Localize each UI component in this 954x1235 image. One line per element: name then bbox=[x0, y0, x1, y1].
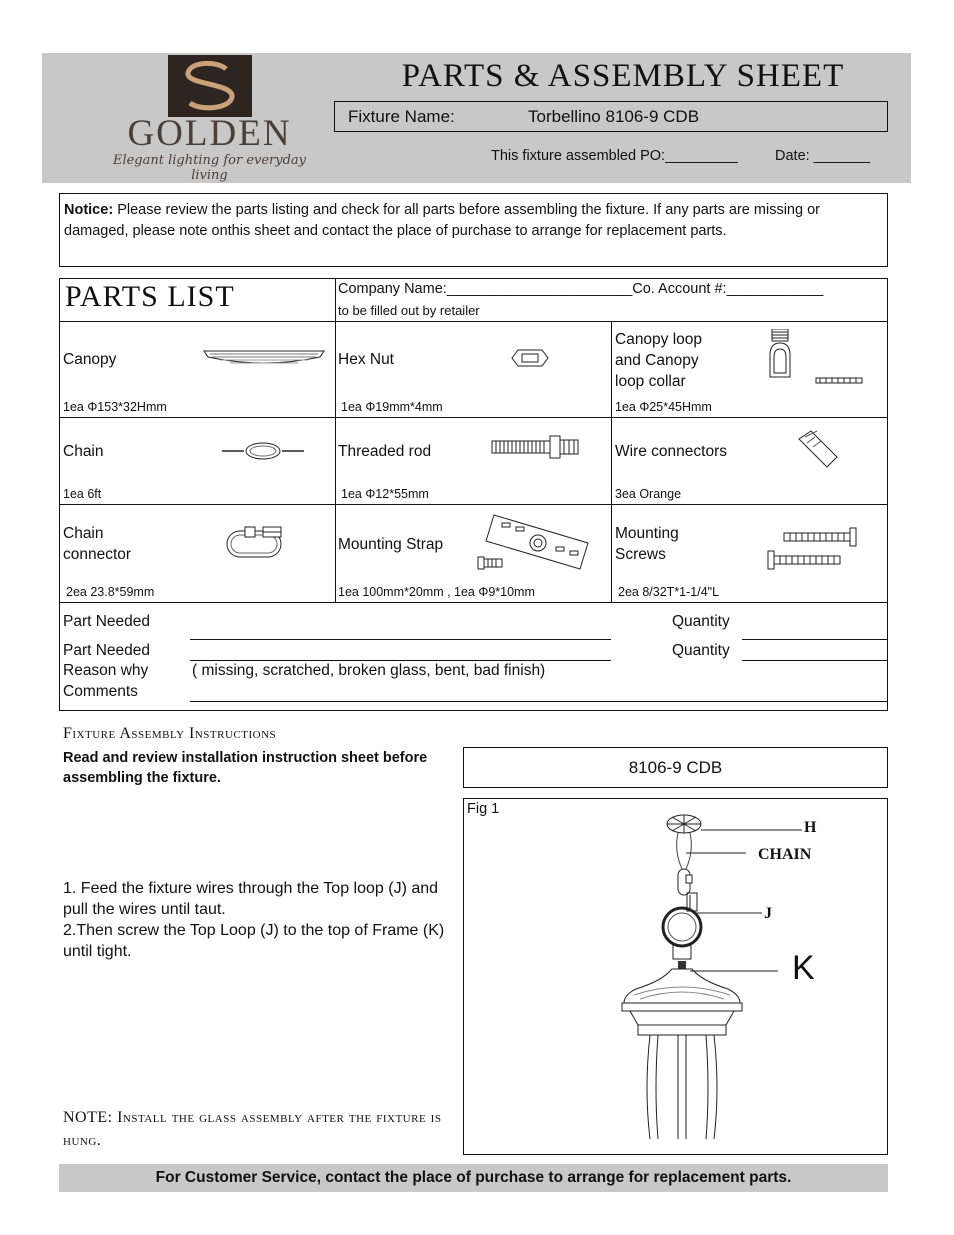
comments-label: Comments bbox=[63, 683, 138, 700]
label-h: H bbox=[804, 819, 817, 836]
part-spec-wire-connectors: 3ea Orange bbox=[615, 487, 682, 501]
comments-line[interactable] bbox=[190, 701, 887, 702]
label-k: K bbox=[792, 949, 815, 987]
part-name-chain: Chain bbox=[63, 443, 104, 460]
part-spec-mounting-screws: 2ea 8/32T*1-1/4"L bbox=[618, 585, 720, 599]
quantity-line-1[interactable] bbox=[742, 639, 887, 640]
quantity-label-2: Quantity bbox=[672, 642, 730, 659]
part-name-mounting-strap: Mounting Strap bbox=[338, 536, 444, 553]
part-needed-label-1: Part Needed bbox=[63, 613, 151, 630]
customer-service-footer: For Customer Service, contact the place of purchase to arrange for replacement parts. bbox=[59, 1164, 888, 1192]
parts-list-table bbox=[59, 278, 888, 711]
canopy-icon bbox=[200, 347, 328, 374]
chain-icon bbox=[220, 439, 306, 468]
mounting-strap-icon bbox=[476, 513, 592, 580]
notice-text: Please review the parts listing and check for all parts before assembling the fixture. If any parts are missing or damaged, please note onthis sheet and contact the place of purchase to arrange for replacement parts. bbox=[64, 202, 820, 239]
reason-options: ( missing, scratched, broken glass, bent, bad finish) bbox=[192, 662, 546, 679]
sheet-title: PARTS & ASSEMBLY SHEET bbox=[401, 58, 845, 94]
canopy-loop-icon bbox=[766, 329, 866, 398]
wire-connector-icon bbox=[795, 429, 841, 476]
chain-connector-icon bbox=[225, 525, 287, 566]
label-chain: CHAIN bbox=[758, 846, 812, 863]
logo-wordmark: GOLDEN bbox=[127, 113, 292, 154]
threaded-rod-icon bbox=[490, 433, 582, 468]
part-name-canopy-loop: Canopy loop and Canopy loop collar bbox=[615, 331, 703, 390]
part-spec-canopy: 1ea Φ153*32Hmm bbox=[63, 400, 167, 414]
part-spec-mounting-strap: 1ea 100mm*20mm , 1ea Φ9*10mm bbox=[338, 585, 535, 599]
fixture-name-label: Fixture Name: bbox=[348, 107, 455, 126]
assembly-figure bbox=[463, 798, 888, 1155]
instructions-title: Fixture Assembly Instructions bbox=[63, 725, 277, 742]
part-name-mounting-screws: Mounting Screws bbox=[615, 525, 679, 563]
assembly-steps bbox=[63, 878, 458, 962]
part-needed-line-2[interactable] bbox=[190, 660, 611, 661]
fixture-name-field[interactable] bbox=[334, 101, 888, 132]
part-name-chain-connector: Chain connector bbox=[63, 525, 132, 563]
glass-note: NOTE: Install the glass assembly after the fixture is hung. bbox=[63, 1109, 442, 1149]
logo-mark-icon bbox=[168, 55, 252, 117]
quantity-label-1: Quantity bbox=[672, 613, 730, 630]
reason-label: Reason why bbox=[63, 662, 149, 679]
part-name-hex-nut: Hex Nut bbox=[338, 351, 394, 368]
notice-label: Notice: bbox=[64, 202, 114, 218]
part-name-wire-connectors: Wire connectors bbox=[615, 443, 727, 460]
step-2: 2.Then screw the Top Loop (J) to the top of Frame (K) until tight. bbox=[63, 922, 445, 960]
parts-list-title: PARTS LIST bbox=[65, 280, 235, 313]
fixture-name-value: Torbellino 8106-9 CDB bbox=[528, 107, 700, 126]
part-spec-chain-connector: 2ea 23.8*59mm bbox=[66, 585, 155, 599]
instructions-read-first: Read and review installation instruction sheet before assembling the fixture. bbox=[63, 750, 428, 786]
date-field[interactable]: Date: _______ bbox=[775, 148, 871, 164]
golden-logo bbox=[108, 52, 311, 183]
step-1: 1. Feed the fixture wires through the Top loop (J) and pull the wires until taut. bbox=[63, 880, 439, 918]
part-needed-line-1[interactable] bbox=[190, 639, 611, 640]
po-field[interactable]: This fixture assembled PO:_________ bbox=[491, 148, 738, 164]
part-spec-canopy-loop: 1ea Φ25*45Hmm bbox=[615, 400, 712, 414]
company-account-field[interactable]: Company Name:_______________________Co. Account #:____________ bbox=[338, 281, 824, 297]
hex-nut-icon bbox=[510, 347, 550, 374]
label-j: J bbox=[764, 905, 772, 922]
part-needed-label-2: Part Needed bbox=[63, 642, 151, 659]
logo-tagline: Elegant lighting for everyday living bbox=[112, 153, 307, 183]
figure-label: Fig 1 bbox=[467, 801, 500, 817]
part-spec-hex-nut: 1ea Φ19mm*4mm bbox=[341, 400, 443, 414]
part-name-threaded-rod: Threaded rod bbox=[338, 443, 432, 460]
retailer-note: to be filled out by retailer bbox=[338, 303, 480, 318]
notice-box bbox=[59, 193, 888, 267]
part-spec-threaded-rod: 1ea Φ12*55mm bbox=[341, 487, 429, 501]
quantity-line-2[interactable] bbox=[742, 660, 887, 661]
part-name-canopy: Canopy bbox=[63, 351, 117, 368]
fixture-diagram bbox=[464, 799, 887, 1154]
mounting-screw-icon bbox=[764, 525, 860, 576]
model-number-box: 8106-9 CDB bbox=[463, 747, 888, 788]
part-spec-chain: 1ea 6ft bbox=[63, 487, 102, 501]
